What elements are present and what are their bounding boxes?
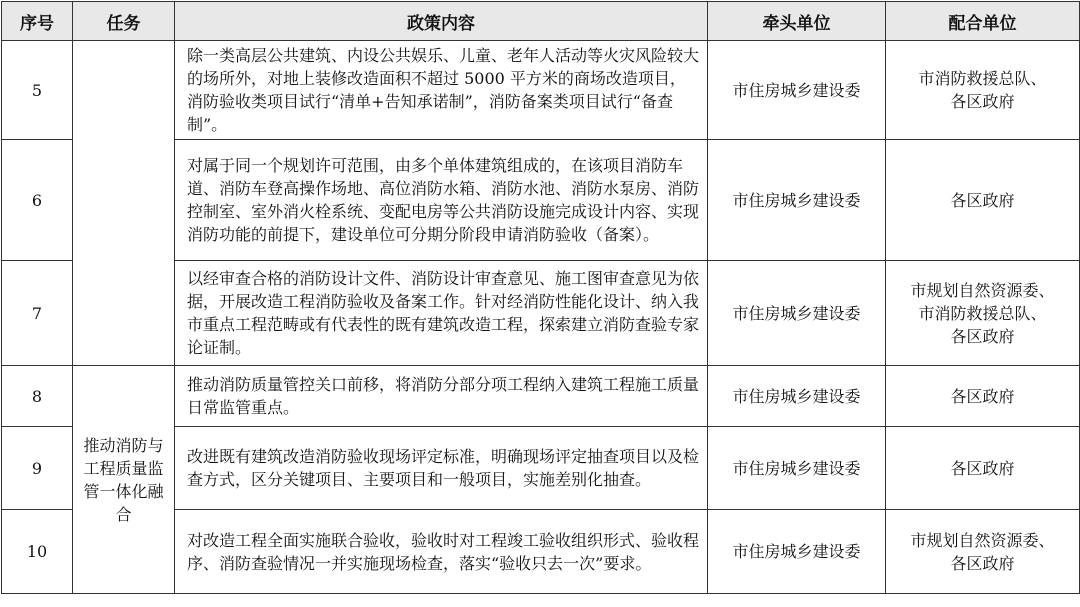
row-coop <box>886 41 1080 140</box>
row-coop <box>886 140 1080 261</box>
row-seq: 9 <box>2 427 73 510</box>
row-seq: 7 <box>2 261 73 366</box>
row-coop <box>886 427 1080 510</box>
row-content: 对改造工程全面实施联合验收，验收时对工程竣工验收组织形式、验收程序、消防查验情况一并实施现场检查，落实“验收只去一次”要求。 <box>175 510 708 594</box>
header-coop: 配合单位 <box>886 2 1080 41</box>
row-lead: 市住房城乡建设委 <box>708 41 886 140</box>
row-content: 改进既有建筑改造消防验收现场评定标准，明确现场评定抽查项目以及检查方式，区分关键项目、主要项目和一般项目，实施差别化抽查。 <box>175 427 708 510</box>
row-lead: 市住房城乡建设委 <box>708 261 886 366</box>
row-content: 对属于同一个规划许可范围，由多个单体建筑组成的，在该项目消防车道、消防车登高操作场地、高位消防水箱、消防水池、消防水泵房、消防控制室、室外消火栓系统、变配电房等公共消防设施完成设计内容、实现消防功能的前提下，建设单位可分期分阶段申请消防验收（备案）。 <box>175 140 708 261</box>
row-lead: 市住房城乡建设委 <box>708 366 886 427</box>
row-seq: 6 <box>2 140 73 261</box>
coop-line: 市规划自然资源委、 <box>910 280 1055 300</box>
coop-line: 各区政府 <box>950 190 1015 210</box>
row-lead: 市住房城乡建设委 <box>708 140 886 261</box>
header-seq: 序号 <box>2 2 73 41</box>
coop-line: 各区政府 <box>950 458 1015 478</box>
row-seq: 8 <box>2 366 73 427</box>
table-row <box>2 41 1080 140</box>
row-lead: 市住房城乡建设委 <box>708 427 886 510</box>
coop-line: 市消防救援总队、 <box>918 69 1047 88</box>
task-cell-continued <box>73 41 175 366</box>
table-row <box>2 366 1080 427</box>
row-coop <box>886 261 1080 366</box>
coop-line: 市消防救援总队、 <box>918 303 1047 323</box>
row-lead: 市住房城乡建设委 <box>708 510 886 594</box>
coop-line: 各区政府 <box>950 553 1015 573</box>
row-content: 除一类高层公共建筑、内设公共娱乐、儿童、老年人活动等火灾风险较大的场所外，对地上装修改造面积不超过 5000 平方米的商场改造项目，消防验收类项目试行“清单+告知承诺制”，消防备案类项目试行“备查制”。 <box>175 41 708 140</box>
row-seq: 5 <box>2 41 73 140</box>
row-content: 推动消防质量管控关口前移，将消防分部分项工程纳入建筑工程施工质量日常监管重点。 <box>175 366 708 427</box>
header-row <box>2 2 1080 41</box>
coop-line: 各区政府 <box>950 326 1015 346</box>
header-content: 政策内容 <box>175 2 708 41</box>
header-task: 任务 <box>73 2 175 41</box>
row-coop <box>886 366 1080 427</box>
coop-line: 各区政府 <box>950 92 1015 111</box>
header-lead: 牵头单位 <box>708 2 886 41</box>
row-seq: 10 <box>2 510 73 594</box>
task-cell: 推动消防与工程质量监管一体化融合 <box>73 366 175 594</box>
policy-table <box>1 1 1080 594</box>
coop-line: 各区政府 <box>950 386 1015 406</box>
coop-line: 市规划自然资源委、 <box>910 530 1055 550</box>
row-content: 以经审查合格的消防设计文件、消防设计审查意见、施工图审查意见为依据，开展改造工程消防验收及备案工作。针对经消防性能化设计、纳入我市重点工程范畴或有代表性的既有建筑改造工程，探索建立消防查验专家论证制。 <box>175 261 708 366</box>
row-coop <box>886 510 1080 594</box>
